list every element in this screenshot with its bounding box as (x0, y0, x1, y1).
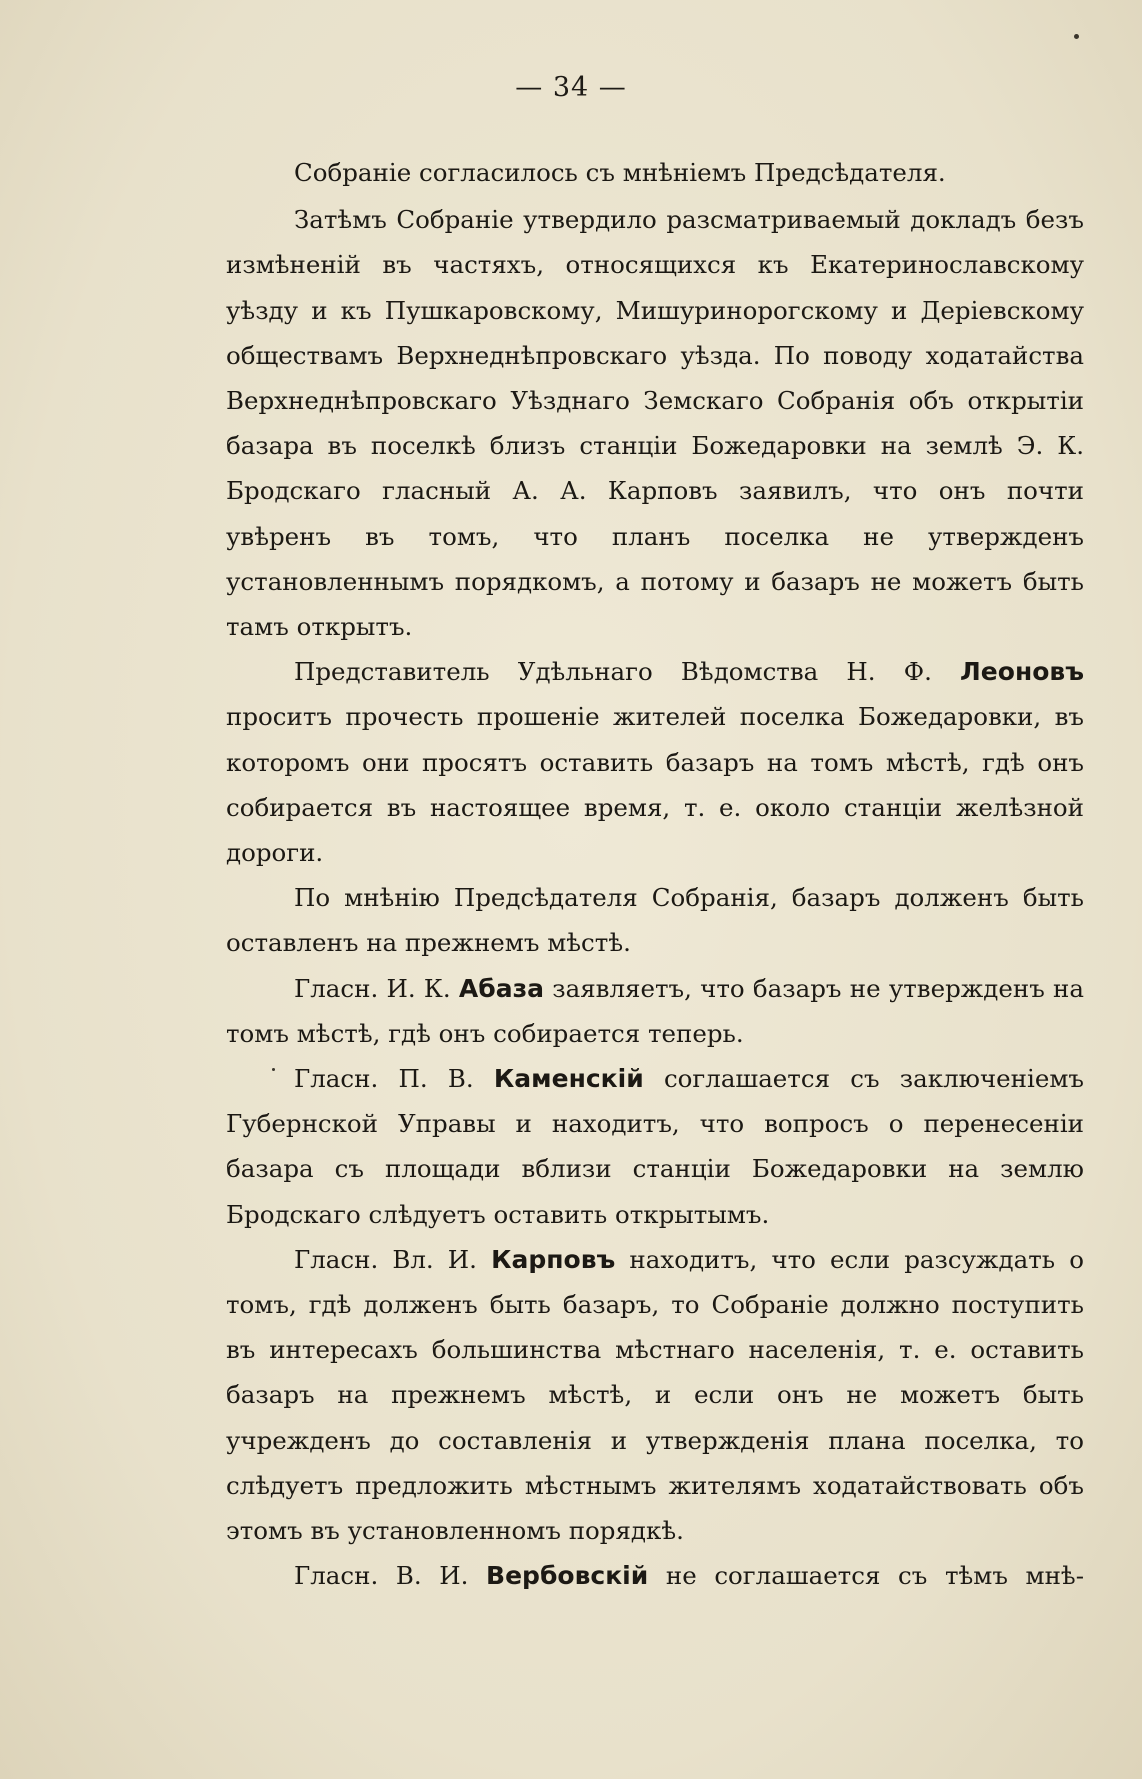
paragraph-verbovsky: Гласн. В. И. Вербовскій не соглашается съ тѣмъ мнѣ- (294, 1561, 1084, 1591)
speaker-name-leonov: Леоновъ (960, 657, 1084, 687)
speaker-name-abaza: Абаза (458, 973, 544, 1003)
paragraph-assembly-agreed: Собраніе согласилось съ мнѣніемъ Предсѣдателя. (294, 158, 946, 187)
speaker-name-verbovsky: Вербовскій (486, 1561, 649, 1591)
paragraph-chairman-opinion: По мнѣнію Предсѣдателя Собранія, базаръ долженъ быть оставленъ на прежнемъ мѣстѣ. (226, 883, 1084, 958)
body-text (226, 150, 1084, 1599)
ink-speck (1074, 34, 1079, 39)
paragraph-karpov: Гласн. Вл. И. Карповъ находитъ, что если разсуждать о томъ, гдѣ долженъ быть базаръ, то Собраніе должно поступить въ интересахъ большинства мѣстнаго населенія, т. е. оставить базаръ на прежнемъ мѣстѣ, и если онъ не можетъ быть учрежденъ до составленія и утвержденія плана поселка, то слѣдуетъ предложить мѣстнымъ жителямъ ходатайствовать объ этомъ въ установленномъ порядкѣ. (226, 1244, 1084, 1546)
paragraph-abaza: Гласн. И. К. Абаза заявляетъ, что базаръ не утвержденъ на томъ мѣстѣ, гдѣ онъ собирается теперь. (226, 973, 1084, 1048)
speaker-name-karpov: Карповъ (491, 1244, 616, 1274)
paragraph-report-approved: Затѣмъ Собраніе утвердило разсматриваемый докладъ безъ измѣненій въ частяхъ, относящихся къ Екатеринославскому уѣзду и къ Пушкаровскому, Мишуринорогскому и Деріевскому обществамъ Верхнеднѣпровскаго уѣзда. По поводу ходатайства Верхнеднѣпровскаго Уѣзднаго Земскаго Собранія объ открытіи базара въ поселкѣ близъ станціи Божедаровки на землѣ Э. К. Бродскаго гласный А. А. Карповъ заявилъ, что онъ почти увѣренъ въ томъ, что планъ поселка не утвержденъ установленнымъ порядкомъ, а потому и базаръ не можетъ быть тамъ открытъ. (226, 205, 1084, 642)
paragraph-leonov: Представитель Удѣльнаго Вѣдомства Н. Ф. Леоновъ проситъ прочесть прошеніе жителей поселка Божедаровки, въ которомъ они просятъ оставить базаръ на томъ мѣстѣ, гдѣ онъ собирается въ настоящее время, т. е. около станціи желѣзной дороги. (226, 657, 1084, 868)
paragraph-kamensky: Гласн. П. В. Каменскій соглашается съ заключеніемъ Губернской Управы и находитъ, что вопросъ о перенесеніи базара съ площади вблизи станціи Божедаровки на землю Бродскаго слѣдуетъ оставить открытымъ. (226, 1064, 1084, 1229)
speaker-name-kamensky: Каменскій (493, 1064, 644, 1094)
page-number: — 34 — (515, 72, 627, 103)
